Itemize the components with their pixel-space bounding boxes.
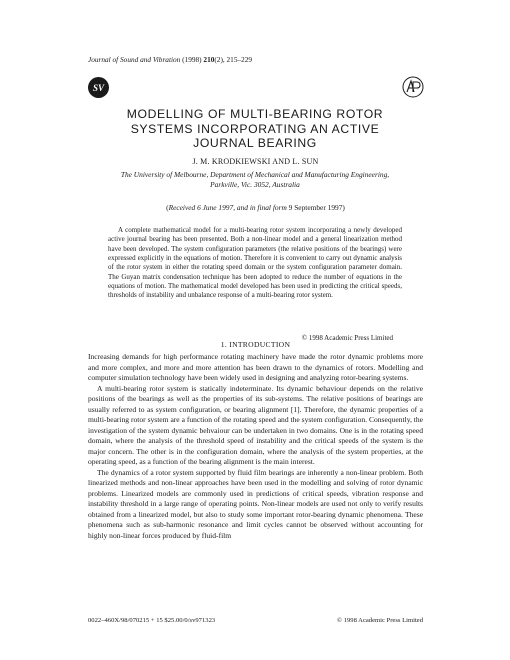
introduction-body	[88, 352, 423, 541]
journal-name: Journal of Sound and Vibration	[88, 55, 181, 64]
paragraph: The dynamics of a rotor system supported by fluid film bearings are inherently a non-linear problem. Both linearized methods and non-linear approaches have been used in the modelling and solving of rotor dynamic problems. Linearized models are commonly used in predictions of critical speeds, vibration response and instability threshold in a large range of operating points. Non-linear models are used not only to verify results obtained from a linearized model, but also to study some important rotor-bearing dynamic phenomena. These phenomena such as sub-harmonic resonance and limit cycles cannot be observed without accounting for highly non-linear forces produced by fluid-film	[88, 467, 423, 540]
abstract	[108, 226, 402, 301]
article-title	[90, 107, 420, 151]
journal-issue-pages: (2), 215–229	[214, 55, 253, 64]
section-heading: 1. INTRODUCTION	[220, 340, 291, 349]
received-paren-close: )	[342, 203, 345, 212]
title-line: SYSTEMS INCORPORATING AN ACTIVE	[130, 121, 380, 136]
journal-volume: 210	[203, 55, 215, 64]
title-line: MODELLING OF MULTI-BEARING ROTOR	[126, 107, 384, 121]
affiliation	[100, 170, 410, 190]
authors: J. M. KRODKIEWSKI AND L. SUN	[192, 157, 319, 166]
footer-identifier: 0022–460X/98/070215 + 15 $25.00/0/sv971323	[88, 617, 216, 624]
ap-logo	[402, 76, 424, 98]
journal-year: (1998)	[182, 55, 202, 64]
affiliation-line: Parkville, Vic. 3052, Australia	[210, 180, 300, 189]
sv-logo-text: SV	[92, 82, 104, 93]
abstract-copyright: © 1998 Academic Press Limited	[301, 334, 393, 342]
sv-logo	[88, 77, 109, 98]
abstract-text: A complete mathematical model for a multi-bearing rotor system incorporating a newly developed active journal bearing has been presented. Both a non-linear model and a general linearization method have been developed. The system configuration parameters (the relative positions of the bearings) were expressed explicitly in the equations of motion. Therefore it is convenient to carry out dynamic analysis of the rotor system in either the rotating speed domain or the system configuration parameter domain. The Guyan matrix condensation technique has been adopted to reduce the number of equations in the equations of motion. The mathematical model developed has been used in predicting the critical speeds, thresholds of instability and unbalance response of a multi-bearing rotor system.	[108, 226, 402, 300]
paragraph: A multi-bearing rotor system is statically indeterminate. Its dynamic behaviour depends on the relative positions of the bearings as well as the properties of its sub-systems. The relative positions of bearings are usually referred to as system configuration, or bearing alignment [1]. Therefore, the dynamic properties of a multi-bearing rotor system are a function of the rotating speed and the system configuration. Consequently, the investigation of the system dynamic behvaiour can be undertaken in two domains. One is in the rotating speed domain, where the analysis of the threshold speed of instability and the critical speeds of the system is the major concern. The other is in the configuration domain, where the analysis of the system properties, at the operating speed, as a function of the bearing alignment is the main interest.	[88, 383, 423, 466]
paragraph: Increasing demands for high performance rotating machinery have made the rotor dynamic problems more and more complex, and more and more attention has been drawn to the dynamics of rotors. Modelling and computer simulation technology have been widely used in designing and analyzing rotor-bearing systems.	[88, 352, 423, 382]
title-line: JOURNAL BEARING	[193, 136, 317, 150]
revised-date: 9 September 1997	[286, 203, 343, 212]
journal-citation	[88, 55, 428, 64]
received-text: Received 6 June 1997, and in final form	[168, 203, 287, 212]
received-paren-open: (	[166, 203, 169, 212]
footer-copyright: © 1998 Academic Press Limited	[337, 617, 423, 624]
received-dates	[88, 203, 423, 212]
affiliation-line: The University of Melbourne, Department of Mechanical and Manufacturing Engineering,	[120, 170, 390, 179]
